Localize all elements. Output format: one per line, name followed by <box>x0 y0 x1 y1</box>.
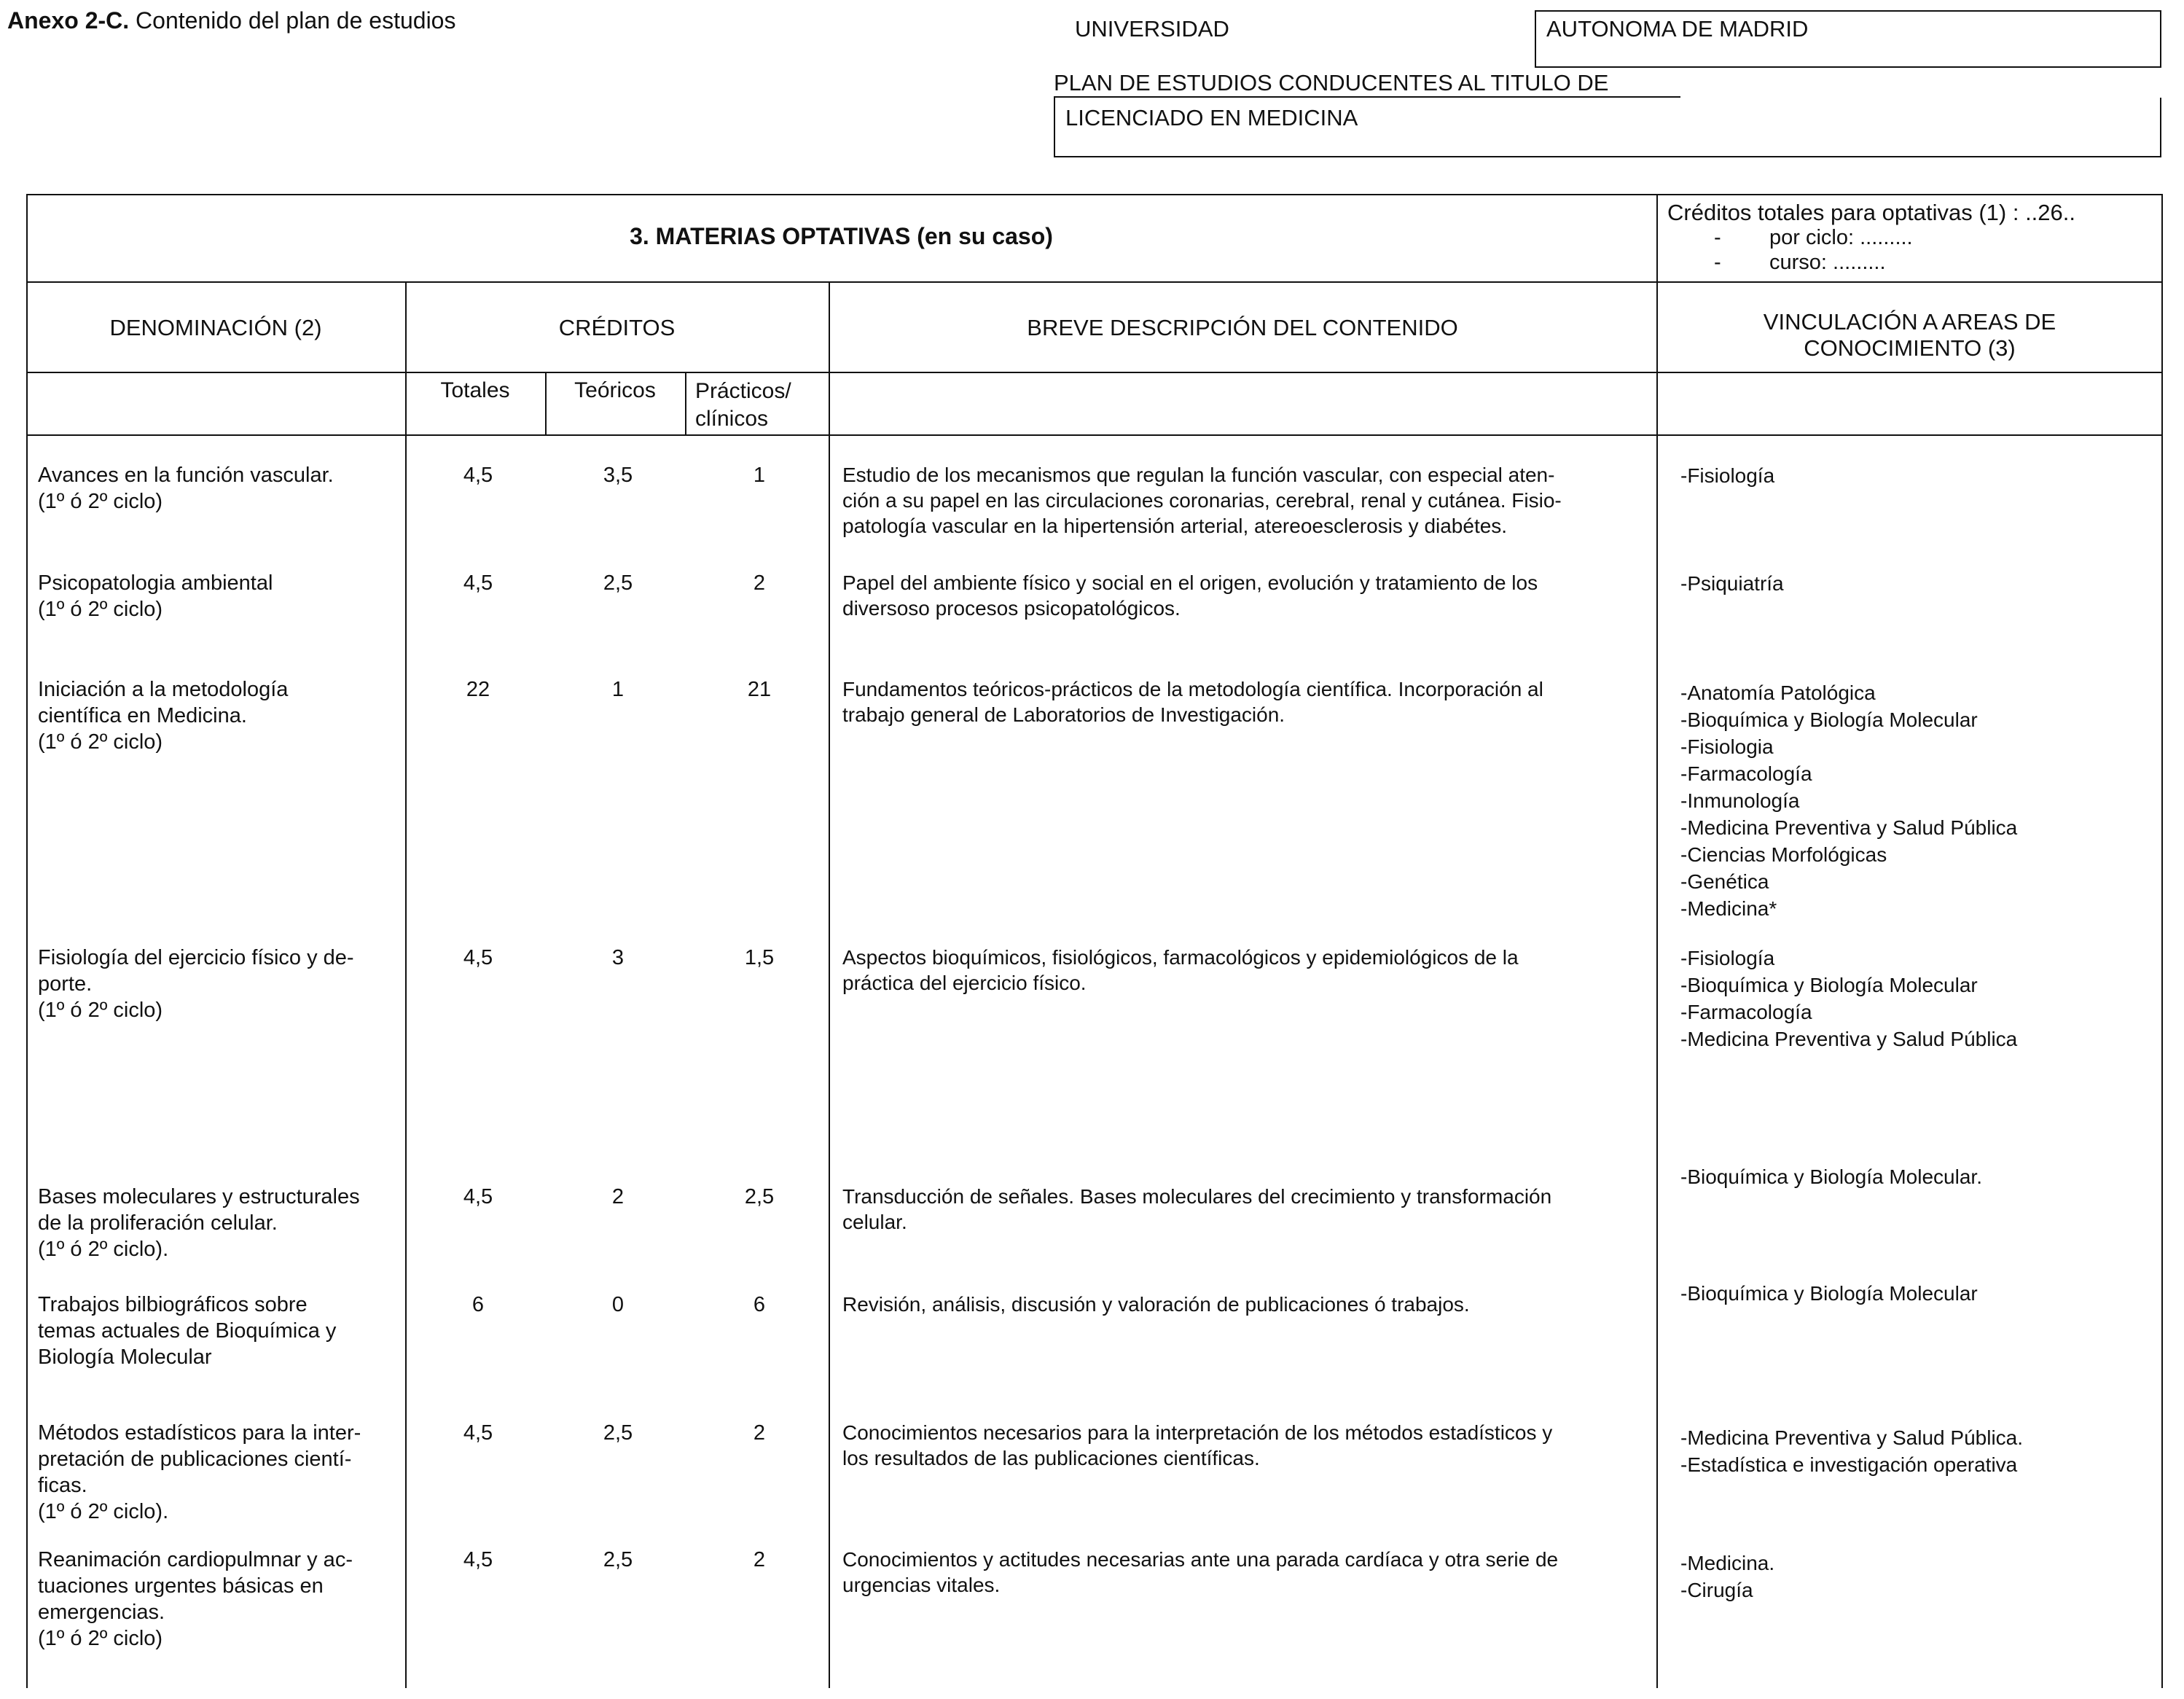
denominacion-line: porte. <box>38 972 93 996</box>
area-item: -Cirugía <box>1680 1579 1753 1601</box>
denominacion-line: temas actuales de Bioquímica y <box>38 1319 337 1343</box>
credit-totales-cell: 4,5 <box>463 571 493 595</box>
descripcion-line: trabajo general de Laboratorios de Investigación. <box>842 703 1285 726</box>
title-value: LICENCIADO EN MEDICINA <box>1065 105 1358 130</box>
denominacion-line: Biología Molecular <box>38 1345 212 1369</box>
credits-total-line: Créditos totales para optativas (1) : ..26.. <box>1667 200 2075 225</box>
table-col-rule-practicos <box>685 372 686 434</box>
denominacion-cell <box>38 1547 417 1652</box>
denominacion-line: de la proliferación celular. <box>38 1211 278 1235</box>
denominacion-line: pretación de publicaciones cientí- <box>38 1448 352 1471</box>
credit-teoricos-cell: 3,5 <box>603 464 633 487</box>
credits-bullet-ciclo: - <box>1714 226 1721 249</box>
header-practicos-line2: clínicos <box>695 407 769 431</box>
table-border-right <box>2161 194 2163 1688</box>
areas-cell <box>1680 1163 2154 1190</box>
denominacion-line: científica en Medicina. <box>38 704 247 727</box>
denominacion-line: Bases moleculares y estructurales <box>38 1185 360 1208</box>
denominacion-line: ficas. <box>38 1474 87 1497</box>
area-item: -Farmacología <box>1680 762 1812 785</box>
descripcion-cell <box>842 945 1673 996</box>
annex-title <box>7 7 455 34</box>
descripcion-line: Papel del ambiente físico y social en el origen, evolución y tratamiento de los <box>842 571 1538 594</box>
descripcion-line: Fundamentos teóricos-prácticos de la metodología científica. Incorporación al <box>842 678 1543 700</box>
area-item: -Bioquímica y Biología Molecular <box>1680 1282 1978 1305</box>
credit-teoricos-cell: 0 <box>611 1293 625 1316</box>
denominacion-line: Iniciación a la metodología <box>38 678 289 701</box>
descripcion-line: Revisión, análisis, discusión y valoración de publicaciones ó trabajos. <box>842 1293 1470 1316</box>
denominacion-line: Métodos estadísticos para la inter- <box>38 1421 361 1445</box>
credit-practicos-cell: 2,5 <box>744 1185 775 1208</box>
areas-cell <box>1680 1280 2154 1307</box>
denominacion-cell <box>38 1184 417 1262</box>
areas-cell <box>1680 679 2154 922</box>
denominacion-line: (1º ó 2º ciclo). <box>38 1500 169 1523</box>
title-box <box>1054 98 2161 157</box>
denominacion-line: tuaciones urgentes básicas en <box>38 1574 324 1598</box>
areas-cell <box>1680 945 2154 1052</box>
descripcion-line: Aspectos bioquímicos, fisiológicos, farmacológicos y epidemiológicos de la <box>842 946 1519 969</box>
credit-totales-cell: 4,5 <box>463 946 493 969</box>
header-vinculacion-line2: CONOCIMIENTO (3) <box>1804 335 2016 361</box>
descripcion-cell <box>842 462 1673 539</box>
descripcion-cell <box>842 570 1673 621</box>
denominacion-line: Trabajos bilbiográficos sobre <box>38 1293 308 1316</box>
table-border-left <box>26 194 28 1688</box>
area-item: -Medicina Preventiva y Salud Pública. <box>1680 1426 2024 1449</box>
table-border-top <box>26 194 2163 195</box>
denominacion-line: Reanimación cardiopulmnar y ac- <box>38 1548 353 1571</box>
header-practicos <box>695 378 791 433</box>
denominacion-line: Fisiología del ejercicio físico y de- <box>38 946 354 969</box>
descripcion-cell <box>842 1420 1673 1471</box>
area-item: -Medicina. <box>1680 1552 1775 1574</box>
credit-teoricos-cell: 2,5 <box>603 1421 633 1445</box>
denominacion-cell <box>38 945 417 1023</box>
table-rule-title <box>26 281 2163 283</box>
areas-cell <box>1680 570 2154 597</box>
credit-totales-cell: 4,5 <box>463 1185 493 1208</box>
header-denominacion: DENOMINACIÓN (2) <box>109 315 322 340</box>
area-item: -Genética <box>1680 870 1769 893</box>
credit-practicos-cell: 2 <box>753 1421 766 1445</box>
credit-teoricos-cell: 2,5 <box>603 1548 633 1571</box>
descripcion-cell <box>842 1547 1673 1598</box>
area-item: -Bioquímica y Biología Molecular. <box>1680 1165 1982 1188</box>
credit-teoricos-cell: 1 <box>611 678 625 701</box>
credit-teoricos-cell: 2 <box>611 1185 625 1208</box>
area-item: -Psiquiatría <box>1680 572 1784 595</box>
descripcion-cell <box>842 1292 1673 1317</box>
credits-por-ciclo: por ciclo: ......... <box>1769 226 1913 249</box>
credit-practicos-cell: 21 <box>747 678 772 701</box>
credit-practicos-cell: 6 <box>753 1293 766 1316</box>
area-item: -Medicina* <box>1680 897 1777 920</box>
area-item: -Medicina Preventiva y Salud Pública <box>1680 816 2018 839</box>
area-item: -Bioquímica y Biología Molecular <box>1680 974 1978 996</box>
annex-caption: Contenido del plan de estudios <box>129 7 456 34</box>
descripcion-line: diversoso procesos psicopatológicos. <box>842 597 1181 620</box>
descripcion-line: Estudio de los mecanismos que regulan la función vascular, con especial aten- <box>842 464 1555 486</box>
areas-cell <box>1680 1550 2154 1604</box>
credit-teoricos-cell: 3 <box>611 946 625 969</box>
areas-cell <box>1680 462 2154 489</box>
descripcion-line: Conocimientos necesarios para la interpretación de los métodos estadísticos y <box>842 1421 1553 1444</box>
denominacion-line: emergencias. <box>38 1601 165 1624</box>
descripcion-line: ción a su papel en las circulaciones coronarias, cerebral, renal y cutánea. Fisio- <box>842 489 1562 512</box>
area-item: -Fisiología <box>1680 947 1775 969</box>
credit-practicos-cell: 2 <box>753 1548 766 1571</box>
descripcion-line: práctica del ejercicio físico. <box>842 972 1087 994</box>
credit-practicos-cell: 1 <box>753 464 766 487</box>
header-vinculacion-line1: VINCULACIÓN A AREAS DE <box>1763 309 2056 335</box>
credit-totales-cell: 4,5 <box>463 464 493 487</box>
universidad-label: UNIVERSIDAD <box>1075 16 1229 42</box>
area-item: -Inmunología <box>1680 789 1800 812</box>
area-item: -Fisiologia <box>1680 735 1774 758</box>
descripcion-cell <box>842 1184 1673 1235</box>
optativas-table <box>26 194 2163 1688</box>
credit-totales-cell: 4,5 <box>463 1548 493 1571</box>
area-item: -Fisiología <box>1680 464 1775 487</box>
area-item: -Ciencias Morfológicas <box>1680 843 1887 866</box>
table-rule-subheader <box>26 434 2163 436</box>
areas-cell <box>1680 1424 2154 1478</box>
table-col-rule-desc <box>829 281 830 1688</box>
header-practicos-line1: Prácticos/ <box>695 379 791 403</box>
descripcion-cell <box>842 676 1673 727</box>
denominacion-line: (1º ó 2º ciclo) <box>38 730 163 754</box>
area-item: -Estadística e investigación operativa <box>1680 1453 2018 1476</box>
descripcion-line: patología vascular en la hipertensión arterial, atereoesclerosis y diabétes. <box>842 515 1508 537</box>
denominacion-line: (1º ó 2º ciclo). <box>38 1238 169 1261</box>
descripcion-line: celular. <box>842 1211 907 1233</box>
header-totales: Totales <box>440 378 510 402</box>
descripcion-line: Transducción de señales. Bases moleculares del crecimiento y transformación <box>842 1185 1552 1208</box>
table-rule-header <box>26 372 2163 373</box>
credit-totales-cell: 22 <box>466 678 490 701</box>
descripcion-line: urgencias vitales. <box>842 1574 1001 1596</box>
area-item: -Farmacología <box>1680 1001 1812 1023</box>
credit-practicos-cell: 1,5 <box>744 946 775 969</box>
universidad-value: AUTONOMA DE MADRID <box>1546 16 1809 42</box>
denominacion-cell <box>38 1292 417 1370</box>
header-descripcion: BREVE DESCRIPCIÓN DEL CONTENIDO <box>1027 315 1458 340</box>
area-item: -Anatomía Patológica <box>1680 681 1876 704</box>
denominacion-line: (1º ó 2º ciclo) <box>38 598 163 621</box>
denominacion-line: Avances en la función vascular. <box>38 464 334 487</box>
denominacion-line: Psicopatologia ambiental <box>38 571 273 595</box>
section-title: 3. MATERIAS OPTATIVAS (en su caso) <box>630 223 1053 249</box>
plan-label: PLAN DE ESTUDIOS CONDUCENTES AL TITULO DE <box>1054 70 1609 95</box>
denominacion-cell <box>38 676 417 755</box>
area-item: -Bioquímica y Biología Molecular <box>1680 708 1978 731</box>
credits-curso: curso: ......... <box>1769 251 1886 274</box>
descripcion-line: los resultados de las publicaciones científicas. <box>842 1447 1260 1469</box>
credits-bullet-curso: - <box>1714 251 1721 274</box>
denominacion-cell <box>38 462 417 515</box>
denominacion-line: (1º ó 2º ciclo) <box>38 490 163 513</box>
header-vinculacion <box>1656 309 2163 362</box>
area-item: -Medicina Preventiva y Salud Pública <box>1680 1028 2018 1050</box>
header-creditos: CRÉDITOS <box>558 315 676 340</box>
denominacion-cell <box>38 570 417 622</box>
credit-totales-cell: 6 <box>471 1293 485 1316</box>
credit-practicos-cell: 2 <box>753 571 766 595</box>
universidad-box <box>1535 10 2161 68</box>
credit-totales-cell: 4,5 <box>463 1421 493 1445</box>
header-teoricos: Teóricos <box>574 378 656 402</box>
annex-label: Anexo 2-C. <box>7 7 130 34</box>
denominacion-line: (1º ó 2º ciclo) <box>38 999 163 1022</box>
denominacion-cell <box>38 1420 417 1525</box>
descripcion-line: Conocimientos y actitudes necesarias ante una parada cardíaca y otra serie de <box>842 1548 1559 1571</box>
denominacion-line: (1º ó 2º ciclo) <box>38 1627 163 1650</box>
credit-teoricos-cell: 2,5 <box>603 571 633 595</box>
